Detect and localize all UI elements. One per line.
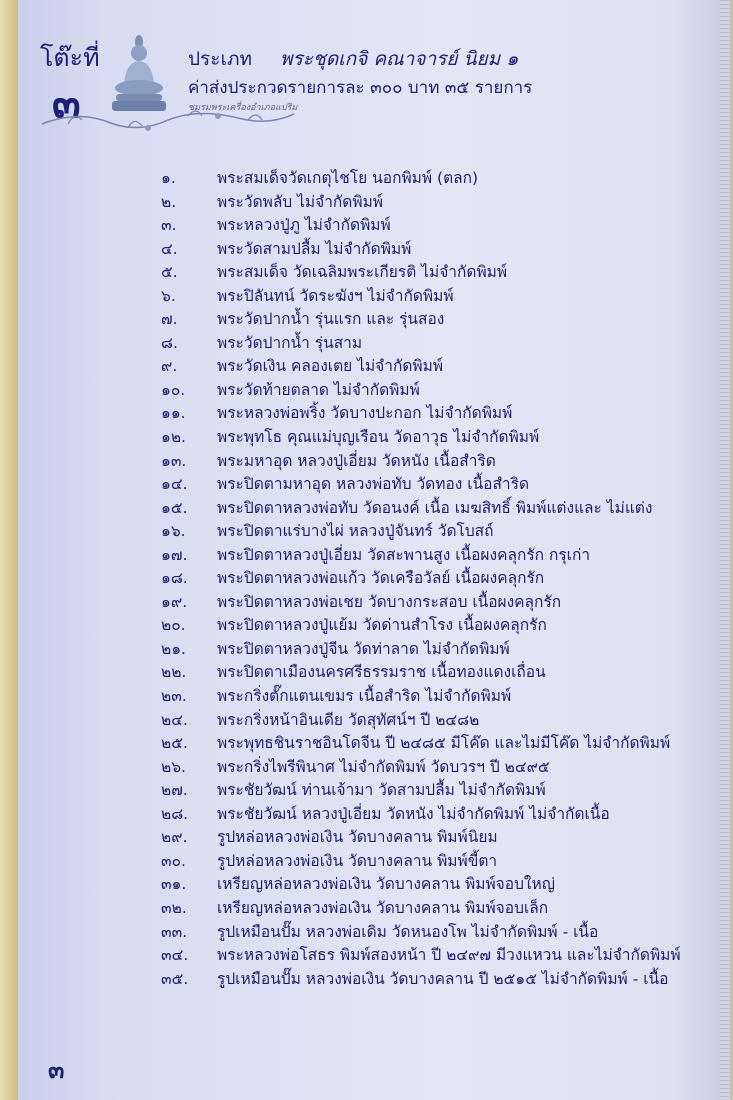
item-text: พระวัดเงิน คลองเตย ไม่จำกัดพิมพ์ <box>217 357 444 376</box>
item-text: พระพุทโธ คุณแม่บุญเรือน วัดอาวุธ ไม่จำกัดพิมพ์ <box>217 428 540 447</box>
item-number: ๒๒. <box>161 663 187 682</box>
list-item <box>161 614 681 638</box>
item-text: พระวัดสามปลื้ม ไม่จำกัดพิมพ์ <box>217 239 412 258</box>
list-item <box>161 921 681 945</box>
item-text: พระปิดตาหลวงปู่จีน วัดท่าลาด ไม่จำกัดพิมพ์ <box>217 639 510 658</box>
item-number: ๕. <box>161 263 178 282</box>
item-text: พระปิดตาเมืองนครศรีธรรมราช เนื้อทองแดงเถื่อน <box>217 663 546 682</box>
category-name: พระชุดเกจิ คณาจารย์ นิยม ๑ <box>280 48 519 70</box>
list-item <box>161 873 681 897</box>
item-number: ๓๔. <box>161 946 189 965</box>
item-text: พระพุทธชินราชอินโดจีน ปี ๒๔๘๕ มีโค๊ด และไม่มีโค๊ด ไม่จำกัดพิมพ์ <box>217 734 671 753</box>
item-number: ๑๔. <box>161 475 188 494</box>
item-number: ๒๖. <box>161 757 186 776</box>
list-item <box>161 826 681 850</box>
club-name: ชมรมพระเครื่องอำเภอแปริม <box>188 103 298 113</box>
item-number: ๒๔. <box>161 710 188 729</box>
item-number: ๑๙. <box>161 592 188 611</box>
list-item <box>161 661 681 685</box>
item-text: พระปิดตามหาอุด หลวงพ่อทับ วัดทอง เนื้อสำริด <box>217 475 530 494</box>
item-text: พระหลวงพ่อโสธร พิมพ์สองหน้า ปี ๒๔๙๗ มีวงแหวน และไม่จำกัดพิมพ์ <box>217 946 681 965</box>
item-text: พระปิดตาหลวงปู่แย้ม วัดด่านสำโรง เนื้อผงคลุกรัก <box>217 616 547 635</box>
list-item <box>161 709 681 733</box>
list-item <box>161 497 681 521</box>
item-number: ๑๗. <box>161 545 188 564</box>
item-number: ๑๘. <box>161 569 188 588</box>
item-number: ๑๕. <box>161 498 188 517</box>
item-number: ๒๘. <box>161 804 189 823</box>
item-number: ๒๐. <box>161 616 186 635</box>
item-number: ๓๐. <box>161 851 186 870</box>
table-label: โต๊ะที่ <box>40 43 100 72</box>
item-number: ๑๒. <box>161 428 186 447</box>
item-text: รูปเหมือนปั๊ม หลวงพ่อเดิม วัดหนองโพ ไม่จำกัดพิมพ์ - เนื้อ <box>217 922 599 941</box>
item-text: พระมหาอุด หลวงปู่เอี่ยม วัดหนัง เนื้อสำริด <box>217 451 496 470</box>
item-number: ๑๖. <box>161 522 186 541</box>
list-item <box>161 850 681 874</box>
item-text: พระกริ่งตั๊กแตนเขมร เนื้อสำริด ไม่จำกัดพิมพ์ <box>217 687 512 706</box>
item-text: พระปิดตาแร่บางไผ่ หลวงปู่จันทร์ วัดโบสถ์ <box>217 522 494 541</box>
list-item <box>161 261 681 285</box>
item-number: ๒๕. <box>161 734 188 753</box>
amulet-list <box>161 167 681 991</box>
list-item <box>161 332 681 356</box>
item-number: ๓๑. <box>161 875 187 894</box>
item-number: ๘. <box>161 333 178 352</box>
item-text: เหรียญหล่อหลวงพ่อเงิน วัดบางคลาน พิมพ์จอบใหญ่ <box>217 875 555 894</box>
item-number: ๓๒. <box>161 898 187 917</box>
table-number: ๓ <box>52 78 81 127</box>
item-text: พระสมเด็จ วัดเฉลิมพระเกียรติ ไม่จำกัดพิมพ์ <box>217 263 508 282</box>
entry-fee-line: ค่าส่งประกวดรายการละ ๓๐๐ บาท ๓๕ รายการ <box>188 78 533 98</box>
item-text: พระกริ่งหน้าอินเดีย วัดสุทัศน์ฯ ปี ๒๔๘๒ <box>217 710 480 729</box>
list-item <box>161 426 681 450</box>
item-text: พระหลวงพ่อพริ้ง วัดบางปะกอก ไม่จำกัดพิมพ์ <box>217 404 513 423</box>
item-number: ๒. <box>161 192 177 211</box>
page-number: ๓ <box>48 1055 65 1084</box>
item-text: เหรียญหล่อหลวงพ่อเงิน วัดบางคลาน พิมพ์จอบเล็ก <box>217 898 549 917</box>
list-item <box>161 308 681 332</box>
list-item <box>161 450 681 474</box>
list-item <box>161 685 681 709</box>
item-text: พระปิลันทน์ วัดระฆังฯ ไม่จำกัดพิมพ์ <box>217 286 454 305</box>
item-number: ๓. <box>161 216 177 235</box>
item-text: รูปหล่อหลวงพ่อเงิน วัดบางคลาน พิมพ์นิยม <box>217 828 498 847</box>
list-item <box>161 473 681 497</box>
item-number: ๑๑. <box>161 404 186 423</box>
item-text: พระหลวงปู่ภู ไม่จำกัดพิมพ์ <box>217 216 391 235</box>
item-number: ๖. <box>161 286 176 305</box>
item-text: รูปหล่อหลวงพ่อเงิน วัดบางคลาน พิมพ์ขี้ตา <box>217 851 498 870</box>
list-item <box>161 638 681 662</box>
list-item <box>161 567 681 591</box>
item-number: ๗. <box>161 310 178 329</box>
item-text: พระปิดตาหลวงพ่อเชย วัดบางกระสอบ เนื้อผงคลุกรัก <box>217 592 562 611</box>
item-number: ๑๐. <box>161 380 186 399</box>
item-number: ๒๓. <box>161 687 187 706</box>
item-text: พระวัดปากน้ำ รุ่นแรก และ รุ่นสอง <box>217 310 445 329</box>
list-item <box>161 379 681 403</box>
list-item <box>161 803 681 827</box>
item-number: ๒๑. <box>161 639 186 658</box>
list-item <box>161 544 681 568</box>
item-text: พระปิดตาหลวงปู่เอี่ยม วัดสะพานสูง เนื้อผงคลุกรัก กรุเก่า <box>217 545 591 564</box>
item-number: ๑๓. <box>161 451 187 470</box>
item-text: พระวัดพลับ ไม่จำกัดพิมพ์ <box>217 192 384 211</box>
list-item <box>161 968 681 992</box>
item-text: พระวัดท้ายตลาด ไม่จำกัดพิมพ์ <box>217 380 420 399</box>
list-item <box>161 214 681 238</box>
list-item <box>161 897 681 921</box>
item-number: ๒๙. <box>161 828 188 847</box>
list-item <box>161 591 681 615</box>
list-item <box>161 732 681 756</box>
item-text: พระวัดปากน้ำ รุ่นสาม <box>217 333 363 352</box>
list-item <box>161 191 681 215</box>
list-item <box>161 238 681 262</box>
list-item <box>161 355 681 379</box>
item-text: รูปเหมือนปั๊ม หลวงพ่อเงิน วัดบางคลาน ปี ๒๕๑๕ ไม่จำกัดพิมพ์ - เนื้อ <box>217 969 669 988</box>
list-item <box>161 167 681 191</box>
item-text: พระกริ่งไพรีพินาศ ไม่จำกัดพิมพ์ วัดบวรฯ ปี ๒๔๙๕ <box>217 757 550 776</box>
page-edge <box>720 0 730 1100</box>
list-item <box>161 402 681 426</box>
item-number: ๓๕. <box>161 969 189 988</box>
item-number: ๙. <box>161 357 178 376</box>
item-number: ๔. <box>161 239 178 258</box>
item-number: ๑. <box>161 169 176 187</box>
page-header <box>18 0 718 140</box>
list-item <box>161 756 681 780</box>
list-item <box>161 944 681 968</box>
list-item <box>161 285 681 309</box>
item-text: พระปิดตาหลวงพ่อแก้ว วัดเครือวัลย์ เนื้อผงคลุกรัก <box>217 569 545 588</box>
list-item <box>161 779 681 803</box>
item-text: พระสมเด็จวัดเกตุไชโย นอกพิมพ์ (ตลก) <box>217 169 479 187</box>
category-label: ประเภท <box>188 48 253 70</box>
item-text: พระชัยวัฒน์ ท่านเจ้ามา วัดสามปลื้ม ไม่จำกัดพิมพ์ <box>217 781 546 800</box>
book-page <box>18 0 730 1100</box>
item-number: ๓๓. <box>161 922 188 941</box>
item-number: ๒๗. <box>161 781 188 800</box>
list-item <box>161 520 681 544</box>
item-text: พระปิดตาหลวงพ่อทับ วัดอนงค์ เนื้อ เมฆสิทธิ์ พิมพ์แต่งและ ไม่แต่ง <box>217 498 653 517</box>
item-text: พระชัยวัฒน์ หลวงปู่เอี่ยม วัดหนัง ไม่จำกัดพิมพ์ ไม่จำกัดเนื้อ <box>217 804 610 823</box>
